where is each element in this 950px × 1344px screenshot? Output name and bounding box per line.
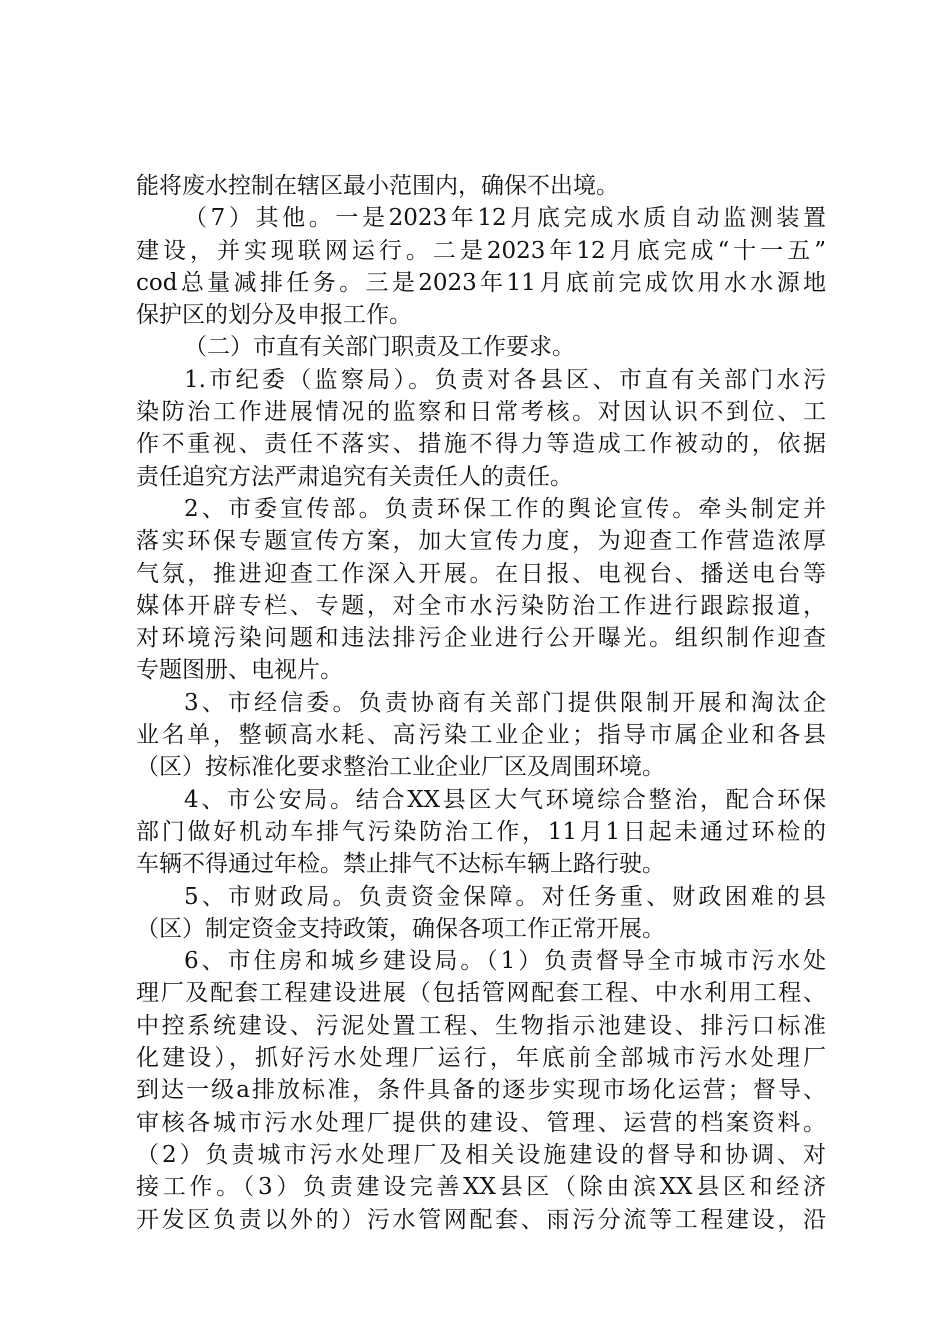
text-line: 保护区的划分及申报工作。 (136, 302, 412, 329)
text-line: 3、市经信委。负责协商有关部门提供限制开展和淘汰企 (184, 689, 826, 716)
text-line: 化建设），抓好污水处理厂运行，年底前全部城市污水处理厂 (136, 1045, 826, 1072)
text-line: 4、市公安局。结合XX县区大气环境综合整治，配合环保 (184, 786, 826, 813)
text-line: 气氛，推进迎查工作深入开展。在日报、电视台、播送电台等 (136, 560, 826, 587)
text-line: 接工作。（3）负责建设完善XX县区（除由滨XX县区和经济 (136, 1174, 826, 1201)
text-line: 业名单，整顿高水耗、高污染工业企业；指导市属企业和各县 (136, 722, 826, 749)
text-line: 5、市财政局。负责资金保障。对任务重、财政困难的县 (184, 883, 826, 910)
text-line: 落实环保专题宣传方案，加大宣传力度，为迎查工作营造浓厚 (136, 528, 826, 555)
text-line: 2、市委宣传部。负责环保工作的舆论宣传。牵头制定并 (184, 495, 826, 522)
text-line: 对环境污染问题和违法排污企业进行公开曝光。组织制作迎查 (136, 625, 826, 652)
text-line: 6、市住房和城乡建设局。（1）负责督导全市城市污水处 (184, 948, 826, 975)
text-line: 车辆不得通过年检。禁止排气不达标车辆上路行驶。 (136, 851, 665, 878)
text-line: 开发区负责以外的）污水管网配套、雨污分流等工程建设，沿 (136, 1206, 826, 1233)
text-line: 理厂及配套工程建设进展（包括管网配套工程、中水利用工程、 (136, 980, 826, 1007)
text-line: 建设，并实现联网运行。二是2023年12月底完成“十一五” (136, 237, 826, 264)
text-line: （2）负责城市污水处理厂及相关设施建设的督导和协调、对 (136, 1141, 826, 1168)
text-line: 部门做好机动车排气污染防治工作，11月1日起未通过环检的 (136, 818, 826, 845)
text-line: 审核各城市污水处理厂提供的建设、管理、运营的档案资料。 (136, 1109, 826, 1136)
document-body (136, 170, 826, 1236)
text-line: cod总量减排任务。三是2023年11月底前完成饮用水水源地 (136, 269, 826, 296)
text-line: 媒体开辟专栏、专题，对全市水污染防治工作进行跟踪报道， (136, 592, 826, 619)
text-line: （区）制定资金支持政策，确保各项工作正常开展。 (136, 915, 665, 942)
text-line: （二）市直有关部门职责及工作要求。 (184, 334, 575, 361)
text-line: 专题图册、电视片。 (136, 657, 343, 684)
text-line: 责任追究方法严肃追究有关责任人的责任。 (136, 463, 573, 490)
text-line: 1.市纪委（监察局）。负责对各县区、市直有关部门水污 (184, 366, 826, 393)
text-line: 能将废水控制在辖区最小范围内，确保不出境。 (136, 173, 619, 199)
text-line: 到达一级a排放标准，条件具备的逐步实现市场化运营；督导、 (136, 1077, 826, 1104)
text-line: 作不重视、责任不落实、措施不得力等造成工作被动的，依据 (136, 431, 826, 458)
text-line: （区）按标准化要求整治工业企业厂区及周围环境。 (136, 754, 665, 781)
text-line: 中控系统建设、污泥处置工程、生物指示池建设、排污口标准 (136, 1012, 826, 1039)
text-line: （7）其他。一是2023年12月底完成水质自动监测装置 (184, 205, 826, 232)
text-line: 染防治工作进展情况的监察和日常考核。对因认识不到位、工 (136, 399, 826, 426)
